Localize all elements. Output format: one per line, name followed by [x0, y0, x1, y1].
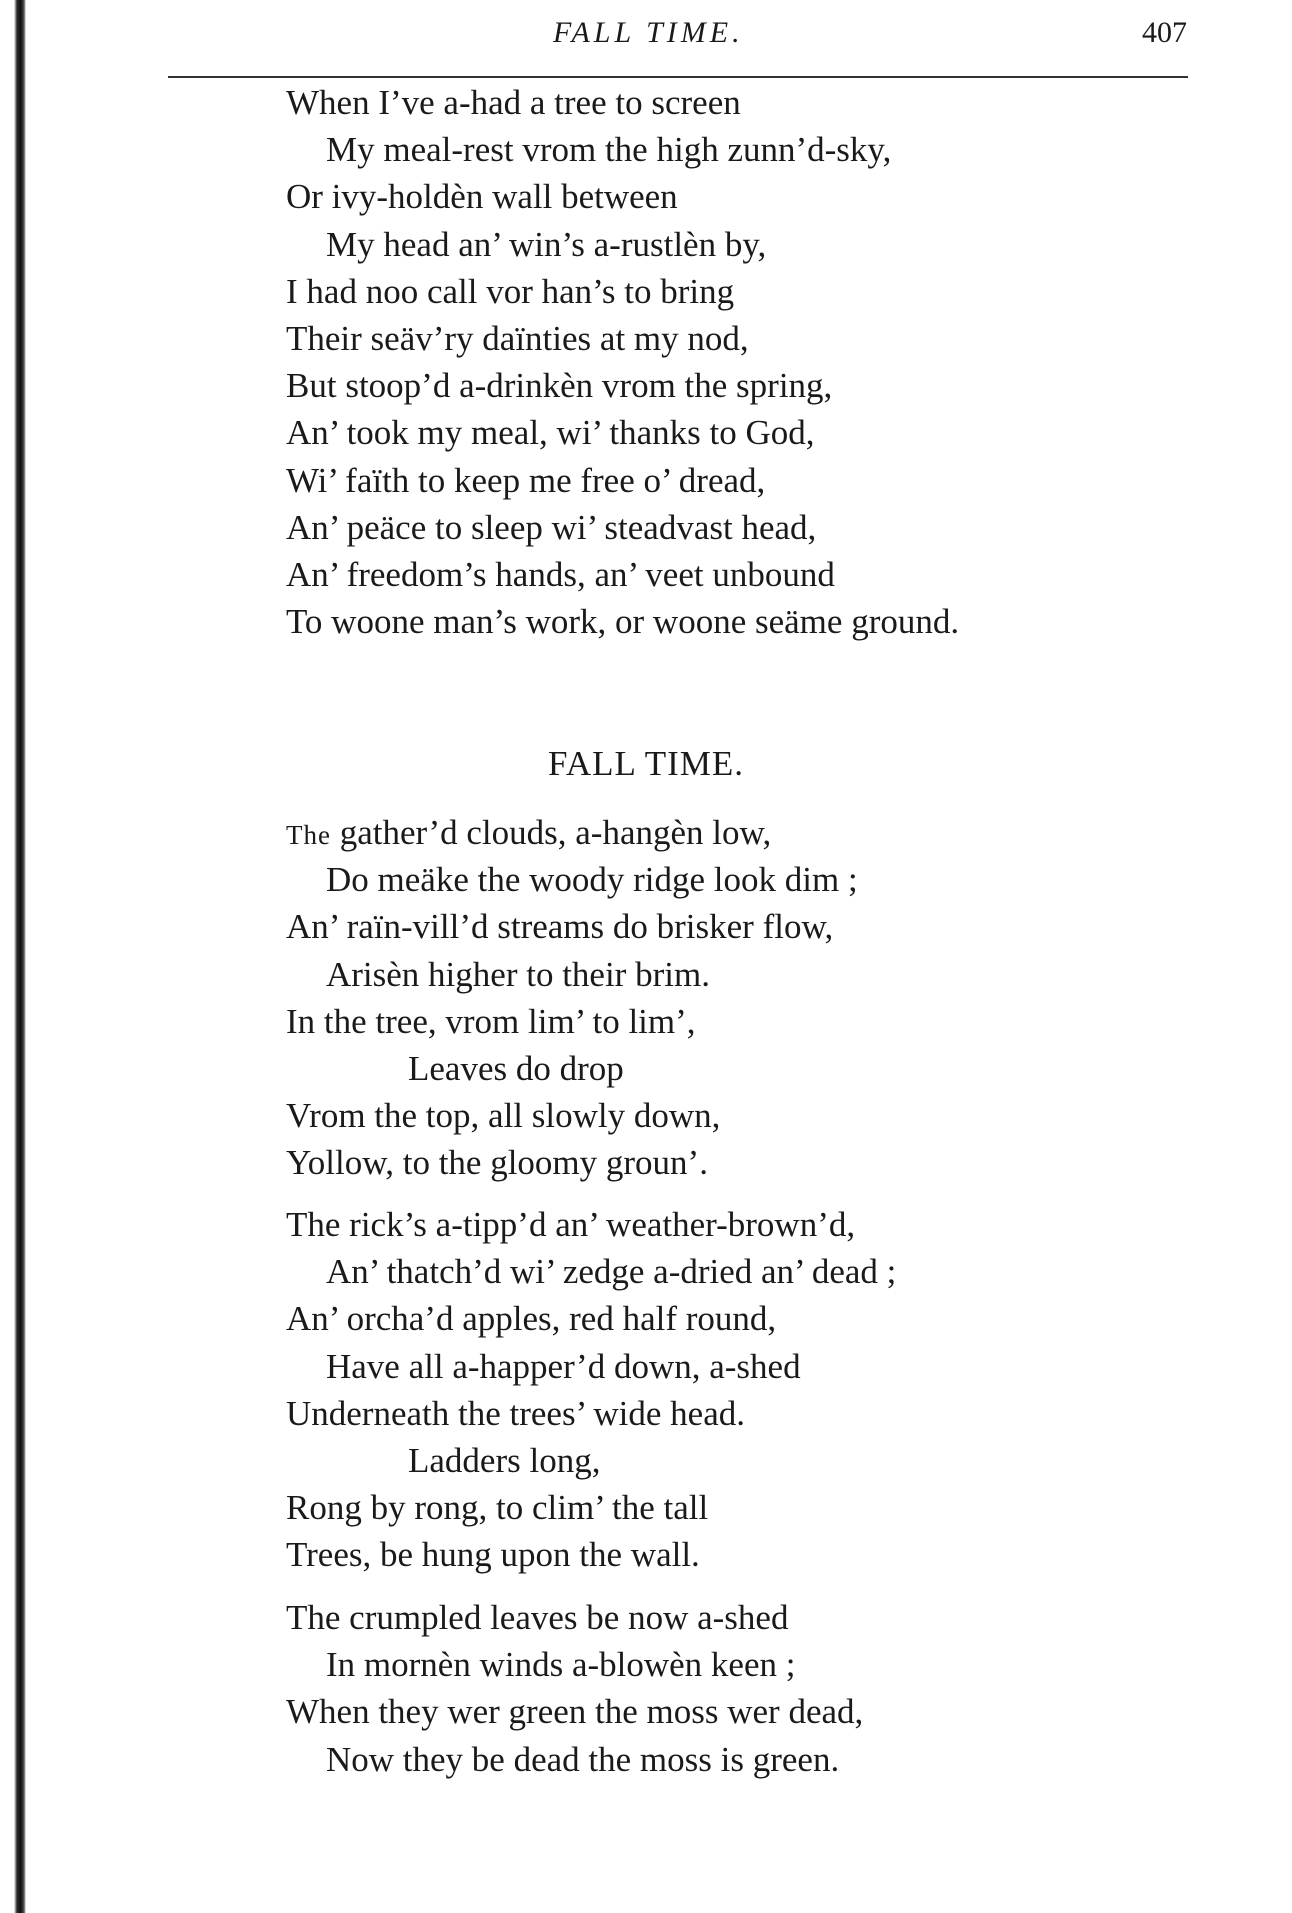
verse-line: I had noo call vor han’s to bring	[286, 271, 735, 311]
verse-line: The rick’s a-tipp’d an’ weather-brown’d,	[286, 1205, 856, 1244]
verse-line: When I’ve a-had a tree to screen	[286, 83, 741, 122]
verse-line: Underneath the trees’ wide head.	[286, 1393, 745, 1433]
verse-line: Ladders long,	[408, 1440, 601, 1480]
verse-line: Or ivy-holdèn wall between	[286, 177, 678, 217]
header-rule	[168, 76, 1188, 78]
running-head	[0, 16, 1292, 56]
verse-line: An’ orcha’d apples, red half round,	[286, 1299, 777, 1339]
verse-line: To woone man’s work, or woone seäme ground.	[286, 602, 960, 642]
poem-title: FALL TIME.	[547, 744, 744, 783]
stanza-1	[286, 809, 858, 1187]
stanza-2	[286, 1201, 896, 1579]
verse-line: But stoop’d a-drinkèn vrom the spring,	[286, 366, 833, 406]
verse-line	[286, 809, 858, 856]
verse-line: An’ raïn-vill’d streams do brisker flow,	[286, 907, 834, 947]
running-head-title: FALL TIME.	[553, 16, 744, 49]
page-number: 407	[1142, 16, 1187, 49]
verse-line: An’ peäce to sleep wi’ steadvast head,	[286, 507, 817, 547]
verse-line: In the tree, vrom lim’ to lim’,	[286, 1001, 696, 1041]
verse-line: An’ took my meal, wi’ thanks to God,	[286, 413, 815, 453]
verse-line: My head an’ win’s a-rustlèn by,	[326, 224, 767, 264]
continued-poem	[286, 79, 959, 645]
verse-line: Leaves do drop	[408, 1048, 624, 1088]
verse-line: When they wer green the moss wer dead,	[286, 1692, 864, 1732]
verse-line: In mornèn winds a-blowèn keen ;	[326, 1645, 796, 1685]
verse-line: An’ freedom’s hands, an’ veet unbound	[286, 554, 835, 594]
verse-line: Their seäv’ry daïnties at my nod,	[286, 318, 749, 358]
stanza-3	[286, 1594, 863, 1783]
verse-line: Now they be dead the moss is green.	[326, 1739, 840, 1779]
verse-line: The crumpled leaves be now a-shed	[286, 1598, 789, 1637]
verse-line: Do meäke the woody ridge look dim ;	[326, 860, 858, 900]
verse-line: Yollow, to the gloomy groun’.	[286, 1143, 708, 1183]
small-caps-opening: The	[286, 820, 331, 850]
verse-line: Have all a-happer’d down, a-shed	[326, 1346, 801, 1386]
first-line-text: gather’d clouds, a-hangèn low,	[330, 813, 772, 852]
verse-line: Wi’ faïth to keep me free o’ dread,	[286, 460, 766, 500]
verse-line: Arisèn higher to their brim.	[326, 954, 710, 994]
verse-line: My meal-rest vrom the high zunn’d-sky,	[326, 130, 892, 170]
book-spine-edge	[0, 0, 26, 1913]
verse-line: Rong by rong, to clim’ the tall	[286, 1488, 709, 1528]
verse-line: Trees, be hung upon the wall.	[286, 1535, 700, 1575]
verse-line: An’ thatch’d wi’ zedge a-dried an’ dead ;	[326, 1252, 897, 1292]
verse-line: Vrom the top, all slowly down,	[286, 1096, 721, 1136]
